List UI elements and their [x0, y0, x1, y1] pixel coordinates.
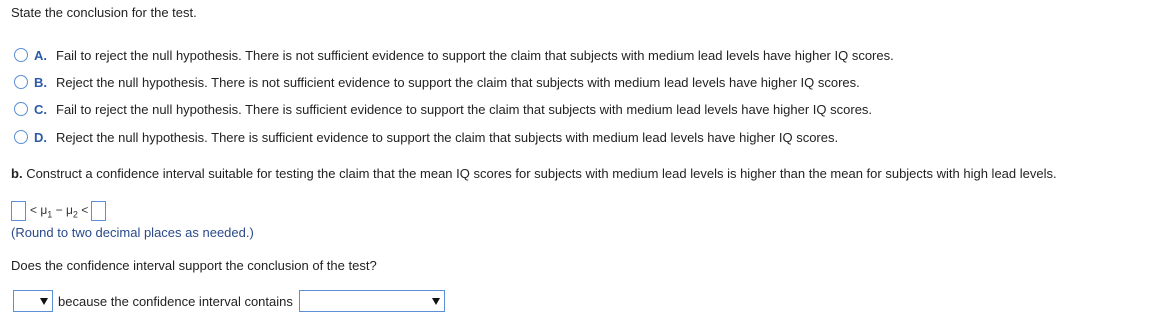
option-text[interactable]: Reject the null hypothesis. There is not sufficient evidence to support the claim that subjects with medium lead levels have higher IQ scores.	[56, 74, 860, 90]
triangle-down-icon[interactable]	[39, 296, 49, 306]
upper-bound-input[interactable]	[91, 201, 106, 221]
less-than-symbol: <	[81, 202, 89, 217]
option-b[interactable]	[14, 74, 860, 90]
mu-subscript-1: 1	[47, 209, 53, 220]
minus-symbol: −	[55, 202, 63, 217]
radio-unselected-icon[interactable]	[14, 75, 28, 89]
mu-symbol: μ	[66, 202, 73, 217]
option-text[interactable]: Fail to reject the null hypothesis. There is sufficient evidence to support the claim that subjects with medium lead levels have higher IQ scores.	[56, 101, 873, 117]
option-letter: A.	[34, 47, 47, 63]
part-b-question	[11, 166, 1057, 181]
option-letter: B.	[34, 74, 47, 90]
option-d[interactable]	[14, 129, 838, 145]
part-b-text: Construct a confidence interval suitable for testing the claim that the mean IQ scores for subjects with medium lead levels is higher than the mean for subjects with high lead levels.	[26, 166, 1057, 181]
contains-dropdown[interactable]	[299, 290, 445, 312]
radio-unselected-icon[interactable]	[14, 48, 28, 62]
mu-symbol: μ	[40, 202, 48, 217]
mu-subscript-2: 2	[72, 209, 78, 220]
conclusion-row	[13, 290, 445, 312]
option-text[interactable]: Reject the null hypothesis. There is sufficient evidence to support the claim that subjects with medium lead levels have higher IQ scores.	[56, 129, 839, 145]
lower-bound-input[interactable]	[11, 201, 26, 221]
rounding-hint: (Round to two decimal places as needed.)	[11, 225, 254, 240]
option-a[interactable]	[14, 47, 894, 63]
support-question: Does the confidence interval support the conclusion of the test?	[11, 258, 377, 273]
option-c[interactable]	[14, 101, 872, 117]
question-prompt: State the conclusion for the test.	[11, 5, 197, 20]
because-text: because the confidence interval contains	[58, 293, 293, 309]
option-text[interactable]: Fail to reject the null hypothesis. There is not sufficient evidence to support the claim that subjects with medium lead levels have higher IQ scores.	[56, 47, 894, 63]
ci-expression	[30, 203, 88, 219]
option-letter: C.	[34, 101, 47, 117]
option-letter: D.	[34, 129, 47, 145]
radio-unselected-icon[interactable]	[14, 102, 28, 116]
triangle-down-icon[interactable]	[431, 296, 441, 306]
radio-unselected-icon[interactable]	[14, 130, 28, 144]
support-dropdown[interactable]	[13, 290, 53, 312]
part-b-label: b.	[11, 166, 23, 181]
less-than-symbol: <	[30, 202, 38, 217]
confidence-interval-row	[11, 200, 106, 222]
